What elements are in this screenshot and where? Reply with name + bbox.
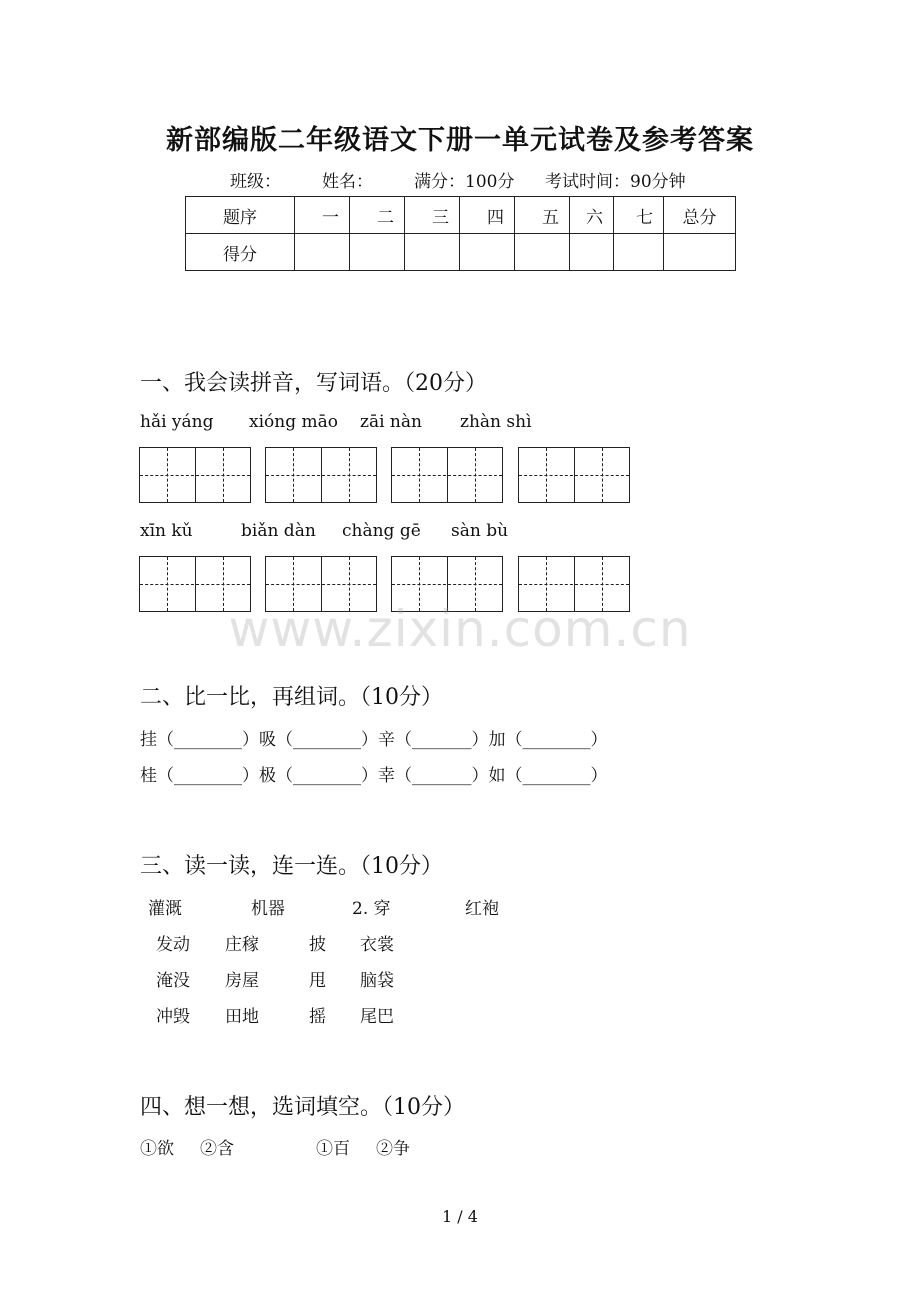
section1-heading: 一、我会读拼音，写词语。（20分） xyxy=(140,371,487,396)
match-word[interactable]: 淹没 xyxy=(156,971,190,991)
score-table-score-row xyxy=(186,234,736,271)
score-cell[interactable] xyxy=(614,234,664,271)
score-cell[interactable] xyxy=(350,234,405,271)
score-cell[interactable] xyxy=(460,234,515,271)
pinyin-label: zāi nàn xyxy=(360,412,422,432)
match-word[interactable]: 脑袋 xyxy=(360,971,394,991)
option-word: ②含 xyxy=(200,1139,234,1159)
pinyin-label: zhàn shì xyxy=(460,412,532,432)
score-cell[interactable] xyxy=(405,234,460,271)
match-word[interactable]: 摇 xyxy=(309,1007,326,1027)
writing-grid[interactable] xyxy=(518,447,630,503)
match-word[interactable]: 红袍 xyxy=(465,899,499,919)
writing-grid[interactable] xyxy=(391,447,503,503)
score-header-cell: 六 xyxy=(570,197,614,234)
option-word: ①百 xyxy=(316,1139,350,1159)
score-cell[interactable] xyxy=(570,234,614,271)
page-number: 1 / 4 xyxy=(442,1207,478,1226)
score-header-cell: 一 xyxy=(295,197,350,234)
pinyin-label: sàn bù xyxy=(451,521,509,541)
watermark: www.zixin.com.cn xyxy=(228,600,692,658)
pinyin-label: xīn kǔ xyxy=(140,521,193,541)
match-word[interactable]: 尾巴 xyxy=(360,1007,394,1027)
option-word: ①欲 xyxy=(140,1139,174,1159)
full-score-label: 满分：100分 xyxy=(414,172,515,192)
score-header-cell: 二 xyxy=(350,197,405,234)
pinyin-label: xióng māo xyxy=(249,412,338,432)
match-word[interactable]: 甩 xyxy=(309,971,326,991)
match-word[interactable]: 2. 穿 xyxy=(352,899,391,919)
score-header-cell: 七 xyxy=(614,197,664,234)
score-header-cell: 四 xyxy=(460,197,515,234)
match-word[interactable]: 灌溉 xyxy=(148,899,182,919)
compare-line[interactable]: 挂（________）吸（________）辛（_______）加（________） xyxy=(140,730,608,750)
name-label: 姓名： xyxy=(322,172,373,192)
score-cell[interactable] xyxy=(515,234,570,271)
score-row-label: 得分 xyxy=(186,234,295,271)
section2-heading: 二、比一比，再组词。（10分） xyxy=(140,685,443,710)
pinyin-label: biǎn dàn xyxy=(241,521,316,541)
compare-line[interactable]: 桂（________）极（________）幸（_______）如（________） xyxy=(140,766,608,786)
pinyin-label: chàng gē xyxy=(342,521,421,541)
score-header-cell: 总分 xyxy=(664,197,736,234)
writing-grid[interactable] xyxy=(139,447,251,503)
match-word[interactable]: 机器 xyxy=(251,899,285,919)
score-cell[interactable] xyxy=(295,234,350,271)
match-word[interactable]: 庄稼 xyxy=(225,935,259,955)
exam-time-label: 考试时间：90分钟 xyxy=(545,172,686,192)
score-table-header-row xyxy=(186,197,736,234)
section3-heading: 三、读一读，连一连。（10分） xyxy=(140,854,443,879)
match-word[interactable]: 衣裳 xyxy=(360,935,394,955)
section4-heading: 四、想一想，选词填空。（10分） xyxy=(140,1095,465,1120)
score-table xyxy=(185,196,736,271)
option-word: ②争 xyxy=(376,1139,410,1159)
match-word[interactable]: 披 xyxy=(309,935,326,955)
score-header-cell: 题序 xyxy=(186,197,295,234)
score-cell[interactable] xyxy=(664,234,736,271)
match-word[interactable]: 田地 xyxy=(225,1007,259,1027)
match-word[interactable]: 冲毁 xyxy=(156,1007,190,1027)
score-header-cell: 五 xyxy=(515,197,570,234)
score-header-cell: 三 xyxy=(405,197,460,234)
pinyin-label: hǎi yáng xyxy=(140,412,214,432)
writing-grid[interactable] xyxy=(265,447,377,503)
class-label: 班级： xyxy=(230,172,281,192)
page-title: 新部编版二年级语文下册一单元试卷及参考答案 xyxy=(166,125,754,156)
match-word[interactable]: 发动 xyxy=(156,935,190,955)
match-word[interactable]: 房屋 xyxy=(225,971,259,991)
